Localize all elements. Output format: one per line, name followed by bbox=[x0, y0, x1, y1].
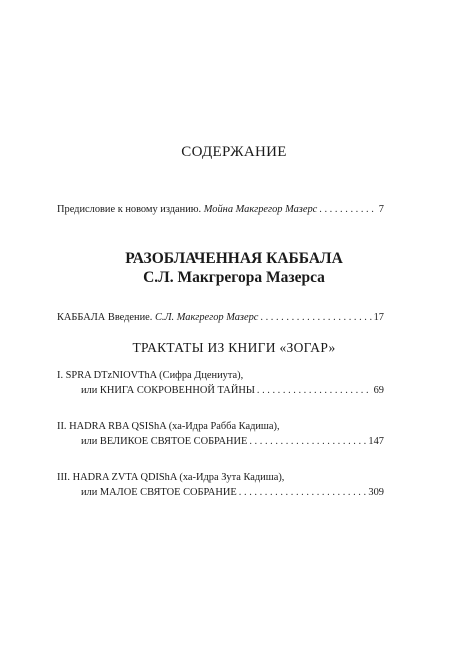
toc-row bbox=[57, 310, 384, 325]
page-number: 69 bbox=[373, 385, 384, 396]
entry-label: Предисловие к новому изданию. bbox=[57, 204, 202, 215]
dot-leader bbox=[249, 434, 366, 449]
treatise-subtitle: или КНИГА СОКРОВЕННОЙ ТАЙНЫ bbox=[81, 385, 255, 396]
toc-row bbox=[57, 202, 384, 217]
entry-author: Мойна Макгрегор Мазерс bbox=[203, 204, 318, 215]
toc-row-title bbox=[57, 419, 384, 434]
toc-entry-preface bbox=[57, 202, 384, 217]
toc-row-subtitle bbox=[57, 434, 384, 449]
entry-author: С.Л. Макгрегор Мазерс bbox=[154, 312, 259, 323]
dot-leader bbox=[260, 310, 371, 325]
toc-row-subtitle bbox=[57, 383, 384, 398]
dot-leader bbox=[257, 383, 372, 398]
book-title: РАЗОБЛАЧЕННАЯ КАББАЛА bbox=[125, 250, 343, 267]
dot-leader bbox=[319, 202, 377, 217]
dot-leader bbox=[239, 485, 367, 500]
treatises-heading: ТРАКТАТЫ ИЗ КНИГИ «ЗОГАР» bbox=[132, 340, 336, 355]
treatise-title: I. SPRA DTzNIOVThA (Сифра Дцениута), bbox=[57, 370, 244, 381]
toc-entry-treatise-1 bbox=[57, 368, 384, 398]
treatise-subtitle: или ВЕЛИКОЕ СВЯТОЕ СОБРАНИЕ bbox=[81, 436, 248, 447]
toc-row-title bbox=[57, 470, 384, 485]
entry-label: КАББАЛА Введение. bbox=[57, 312, 153, 323]
page-number: 17 bbox=[373, 312, 384, 323]
page-number: 7 bbox=[378, 204, 384, 215]
toc-entry-treatise-2 bbox=[57, 419, 384, 449]
contents-heading: СОДЕРЖАНИЕ bbox=[181, 144, 287, 160]
treatise-title: III. HADRA ZVTA QDIShA (ха-Идра Зута Кадиша), bbox=[57, 472, 285, 483]
book-author: С.Л. Макгрегора Мазерса bbox=[143, 269, 325, 286]
toc-entry-kabbalah-intro bbox=[57, 310, 384, 325]
toc-row-title bbox=[57, 368, 384, 383]
page-number: 309 bbox=[368, 487, 384, 498]
treatise-subtitle: или МАЛОЕ СВЯТОЕ СОБРАНИЕ bbox=[81, 487, 237, 498]
treatise-title: II. HADRA RBA QSIShA (ха-Идра Рабба Кадиша), bbox=[57, 421, 280, 432]
toc-row-subtitle bbox=[57, 485, 384, 500]
page-number: 147 bbox=[368, 436, 384, 447]
toc-entry-treatise-3 bbox=[57, 470, 384, 500]
